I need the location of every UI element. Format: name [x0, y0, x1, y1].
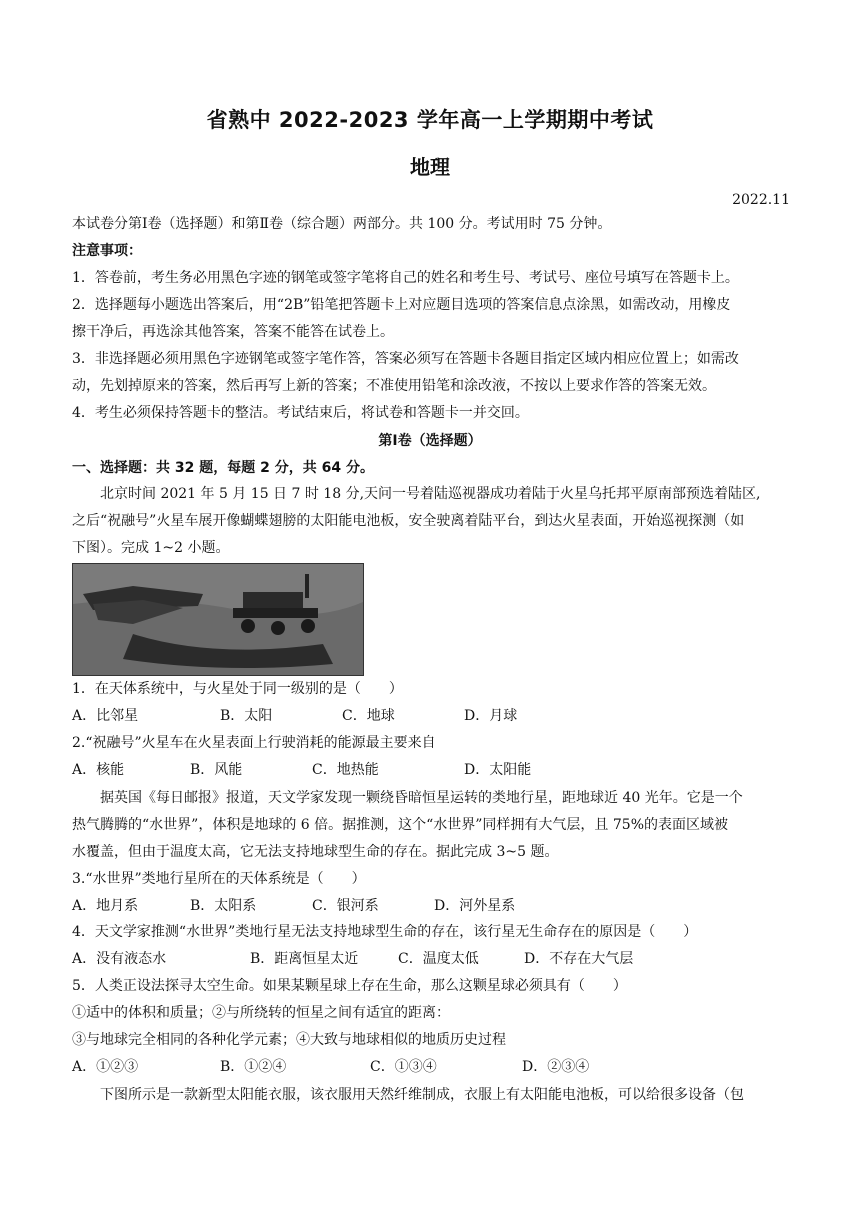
q4-option-b: B．距离恒星太近 [250, 951, 359, 967]
rover-image [73, 564, 363, 675]
q5-option-c: C．①③④ [370, 1059, 437, 1075]
notice-heading: 注意事项： [72, 243, 142, 259]
q2-option-b: B．风能 [190, 762, 243, 778]
question-5-stem: 5．人类正设法探寻太空生命。如果某颗星球上存在生命，那么这颗星球必须具有（ ） [72, 978, 627, 994]
passage2-line: 水覆盖，但由于温度太高，它无法支持地球型生命的存在。据此完成 3~5 题。 [72, 844, 559, 860]
exam-title: 省熟中 2022-2023 学年高一上学期期中考试 [206, 108, 654, 132]
exam-date: 2022.11 [732, 192, 790, 208]
question-3-stem: 3.“水世界”类地行星所在的天体系统是（ ） [72, 871, 366, 887]
q5-condition: ③与地球完全相同的各种化学元素；④大致与地球相似的地质历史过程 [72, 1032, 506, 1048]
q5-option-b: B．①②④ [220, 1059, 287, 1075]
notice-item: 擦干净后，再选涂其他答案，答案不能答在试卷上。 [72, 324, 394, 340]
q4-option-c: C．温度太低 [398, 951, 479, 967]
q3-option-b: B．太阳系 [190, 898, 257, 914]
notice-item: 4．考生必须保持答题卡的整洁。考试结束后，将试卷和答题卡一并交回。 [72, 405, 529, 421]
q1-option-a: A．比邻星 [72, 708, 139, 724]
question-4-stem: 4．天文学家推测“水世界”类地行星无法支持地球型生命的存在，该行星无生命存在的原因是（ ） [72, 924, 698, 940]
section-heading: 一、选择题：共 32 题，每题 2 分，共 64 分。 [72, 460, 374, 476]
q5-option-a: A．①②③ [72, 1059, 139, 1075]
q1-option-d: D．月球 [464, 708, 518, 724]
q4-option-a: A．没有液态水 [72, 951, 167, 967]
passage2-line: 据英国《每日邮报》报道，天文学家发现一颗绕昏暗恒星运转的类地行星，距地球近 40 光年。它是一个 [100, 790, 743, 806]
passage3-line: 下图所示是一款新型太阳能衣服，该衣服用天然纤维制成，衣服上有太阳能电池板，可以给很多设备（包 [100, 1087, 744, 1103]
passage1-line: 下图）。完成 1~2 小题。 [72, 540, 230, 556]
q5-option-d: D．②③④ [522, 1059, 590, 1075]
passage2-line: 热气腾腾的“水世界”，体积是地球的 6 倍。据推测，这个“水世界”同样拥有大气层，且 75%的表面区域被 [72, 817, 729, 833]
mars-rover-photo [72, 563, 364, 676]
part1-heading: 第Ⅰ卷（选择题） [378, 433, 482, 449]
q2-option-c: C．地热能 [312, 762, 379, 778]
q2-option-a: A．核能 [72, 762, 125, 778]
q3-option-c: C．银河系 [312, 898, 379, 914]
notice-item: 动，先划掉原来的答案，然后再写上新的答案；不准使用铅笔和涂改液，不按以上要求作答的答案无效。 [72, 378, 716, 394]
q1-option-b: B．太阳 [220, 708, 273, 724]
intro-text: 本试卷分第Ⅰ卷（选择题）和第Ⅱ卷（综合题）两部分。共 100 分。考试用时 75 分钟。 [72, 216, 612, 232]
subject-title: 地理 [410, 155, 450, 179]
notice-item: 2．选择题每小题选出答案后，用“2B”铅笔把答题卡上对应题目选项的答案信息点涂黑，如需改动，用橡皮 [72, 297, 731, 313]
notice-item: 1．答卷前，考生务必用黑色字迹的钢笔或签字笔将自己的姓名和考生号、考试号、座位号填写在答题卡上。 [72, 270, 739, 286]
q2-option-d: D．太阳能 [464, 762, 532, 778]
q1-option-c: C．地球 [342, 708, 395, 724]
notice-item: 3．非选择题必须用黑色字迹钢笔或签字笔作答，答案必须写在答题卡各题目指定区域内相应位置上；如需改 [72, 351, 739, 367]
q5-condition: ①适中的体积和质量；②与所绕转的恒星之间有适宜的距离： [72, 1005, 450, 1021]
q4-option-d: D．不存在大气层 [524, 951, 634, 967]
q3-option-a: A．地月系 [72, 898, 139, 914]
q3-option-d: D．河外星系 [434, 898, 516, 914]
passage1-line: 之后“祝融号”火星车展开像蝴蝶翅膀的太阳能电池板，安全驶离着陆平台，到达火星表面，开始巡视探测（如 [72, 513, 745, 529]
question-2-stem: 2.“祝融号”火星车在火星表面上行驶消耗的能源最主要来自 [72, 735, 436, 751]
passage1-line: 北京时间 2021 年 5 月 15 日 7 时 18 分,天问一号着陆巡视器成功着陆于火星乌托邦平原南部预选着陆区, [100, 486, 761, 502]
question-1-stem: 1．在天体系统中，与火星处于同一级别的是（ ） [72, 681, 403, 697]
